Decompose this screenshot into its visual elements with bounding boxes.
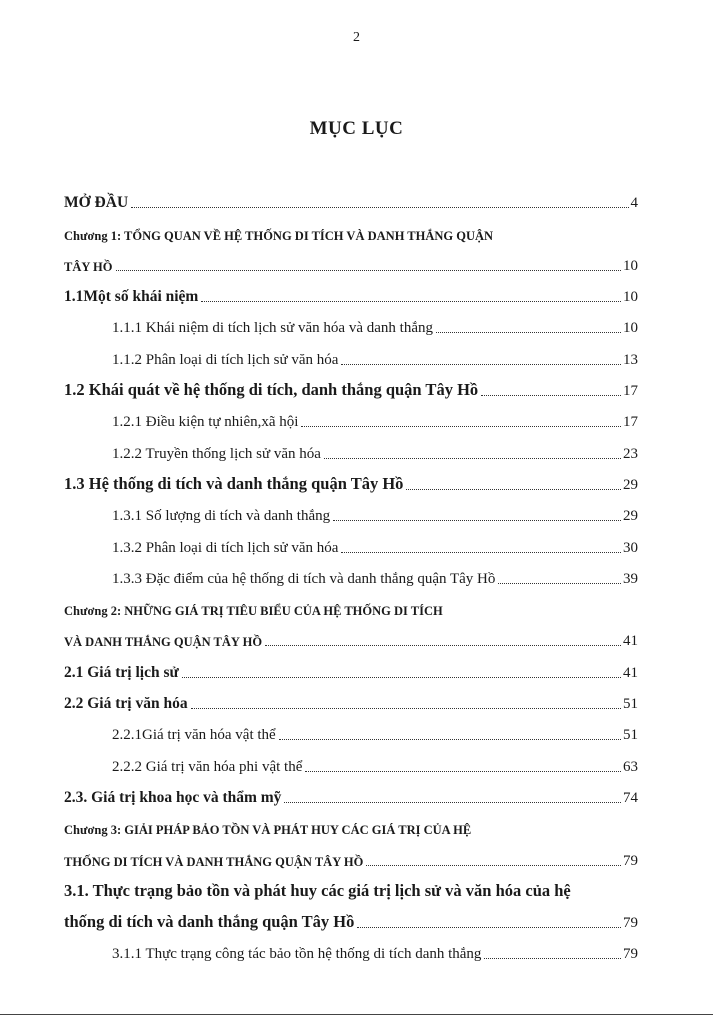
toc-entry-page: 41 <box>623 664 638 681</box>
toc-entry[interactable] <box>64 655 638 686</box>
toc-entry-page: 13 <box>623 351 638 368</box>
page-title: MỤC LỤC <box>309 118 404 139</box>
toc-entry-page: 63 <box>623 758 638 775</box>
dot-leader <box>131 207 628 208</box>
toc-entry-page: 79 <box>623 852 638 869</box>
toc-entry-page: 30 <box>623 539 638 556</box>
toc-entry-text: 2.3. Giá trị khoa học và thẩm mỹ <box>64 788 282 806</box>
toc-entry-text: 3.1. Thực trạng bảo tồn và phát huy các giá trị lịch sử và văn hóa của hệ <box>64 880 571 900</box>
toc-entry-page: 51 <box>623 696 638 713</box>
toc-entry-page: 10 <box>623 320 638 337</box>
toc-entry-text: MỞ ĐẦU <box>64 194 129 212</box>
toc-entry-page: 79 <box>623 946 638 963</box>
toc-entry-page: 29 <box>623 508 638 525</box>
dot-leader <box>305 771 621 772</box>
toc-entry[interactable] <box>64 436 638 467</box>
dot-leader <box>481 395 621 396</box>
toc-entry-text: THỐNG DI TÍCH VÀ DANH THẮNG QUẬN TÂY HỒ <box>64 854 364 869</box>
toc-entry-page: 17 <box>623 383 638 400</box>
toc-entry[interactable] <box>64 875 638 906</box>
toc-entry[interactable] <box>64 499 638 530</box>
toc-entry[interactable] <box>64 687 638 718</box>
dot-leader <box>341 364 621 365</box>
dot-leader <box>201 301 621 302</box>
page-number: 2 <box>353 30 360 45</box>
toc-entry-text: Chương 2: NHỮNG GIÁ TRỊ TIÊU BIỂU CỦA HỆ THỐNG DI TÍCH <box>64 604 443 619</box>
toc-entry-text: thống di tích và danh thắng quận Tây Hồ <box>64 912 355 932</box>
toc-entry[interactable] <box>64 186 638 217</box>
toc-entry-text: 1.3 Hệ thống di tích và danh thắng quận Tây Hồ <box>64 473 404 493</box>
toc-entry-text: 2.1 Giá trị lịch sử <box>64 663 179 681</box>
dot-leader <box>324 458 621 459</box>
toc-entry-text: TÂY HỒ <box>64 259 113 274</box>
toc-entry[interactable] <box>64 562 638 593</box>
toc-entry-page: 29 <box>623 476 638 493</box>
toc-entry[interactable] <box>64 718 638 749</box>
toc-entry-text: 1.2.2 Truyền thống lịch sử văn hóa <box>112 445 321 462</box>
toc-entry-text: VÀ DANH THẮNG QUẬN TÂY HỒ <box>64 635 263 650</box>
toc-entry-text: 1.1.2 Phân loại di tích lịch sử văn hóa <box>112 351 339 368</box>
toc-entry[interactable] <box>64 906 638 937</box>
dot-leader <box>279 739 621 740</box>
toc-entry[interactable] <box>64 781 638 812</box>
dot-leader <box>182 677 621 678</box>
toc-entry-text: 1.2 Khái quát về hệ thống di tích, danh thắng quận Tây Hồ <box>64 380 479 400</box>
toc-entry[interactable] <box>64 311 638 342</box>
toc-entry[interactable] <box>64 593 638 624</box>
toc-entry[interactable] <box>64 468 638 499</box>
toc-entry-page: 4 <box>630 195 638 212</box>
toc-entry-text: 3.1.1 Thực trạng công tác bảo tồn hệ thống di tích danh thắng <box>112 946 482 963</box>
toc-entry[interactable] <box>64 530 638 561</box>
toc-entry[interactable] <box>64 937 638 968</box>
toc-entry-text: 1.1.1 Khái niệm di tích lịch sử văn hóa và danh thắng <box>112 320 433 337</box>
table-of-contents <box>64 186 638 968</box>
toc-entry[interactable] <box>64 280 638 311</box>
toc-entry-text: 2.2 Giá trị văn hóa <box>64 695 188 713</box>
dot-leader <box>484 958 621 959</box>
dot-leader <box>341 552 621 553</box>
dot-leader <box>366 865 621 866</box>
toc-entry-page: 10 <box>623 257 638 274</box>
page-bottom-border <box>0 1014 713 1015</box>
toc-entry[interactable] <box>64 624 638 655</box>
toc-entry[interactable] <box>64 812 638 843</box>
toc-entry-page: 74 <box>623 789 638 806</box>
dot-leader <box>265 645 621 646</box>
toc-entry-page: 10 <box>623 289 638 306</box>
dot-leader <box>498 583 621 584</box>
toc-entry-text: 1.3.3 Đặc điểm của hệ thống di tích và danh thắng quận Tây Hồ <box>112 570 496 587</box>
toc-entry-page: 51 <box>623 727 638 744</box>
toc-entry[interactable] <box>64 374 638 405</box>
toc-entry-page: 17 <box>623 414 638 431</box>
toc-entry[interactable] <box>64 843 638 874</box>
toc-entry[interactable] <box>64 249 638 280</box>
toc-entry-text: 2.2.2 Giá trị văn hóa phi vật thể <box>112 758 303 775</box>
dot-leader <box>357 927 621 928</box>
toc-entry[interactable] <box>64 342 638 373</box>
dot-leader <box>301 426 621 427</box>
dot-leader <box>406 489 621 490</box>
toc-entry-text: Chương 1: TỔNG QUAN VỀ HỆ THỐNG DI TÍCH VÀ DANH THẮNG QUẬN <box>64 228 494 243</box>
toc-entry-text: 1.3.2 Phân loại di tích lịch sử văn hóa <box>112 539 339 556</box>
toc-entry-page: 23 <box>623 445 638 462</box>
toc-entry-page: 39 <box>623 570 638 587</box>
toc-entry-page: 41 <box>623 633 638 650</box>
toc-entry-page: 79 <box>623 915 638 932</box>
dot-leader <box>436 332 621 333</box>
toc-entry-text: 1.1Một số khái niệm <box>64 288 199 306</box>
toc-entry-text: Chương 3: GIẢI PHÁP BẢO TỒN VÀ PHÁT HUY CÁC GIÁ TRỊ CỦA HỆ <box>64 823 472 838</box>
toc-entry[interactable] <box>64 405 638 436</box>
dot-leader <box>116 270 622 271</box>
toc-entry[interactable] <box>64 217 638 248</box>
toc-entry[interactable] <box>64 749 638 780</box>
toc-entry-text: 1.3.1 Số lượng di tích và danh thắng <box>112 508 331 525</box>
dot-leader <box>284 802 621 803</box>
toc-entry-text: 2.2.1Giá trị văn hóa vật thể <box>112 727 276 744</box>
toc-entry-text: 1.2.1 Điều kiện tự nhiên,xã hội <box>112 414 299 431</box>
dot-leader <box>333 520 621 521</box>
dot-leader <box>191 708 621 709</box>
